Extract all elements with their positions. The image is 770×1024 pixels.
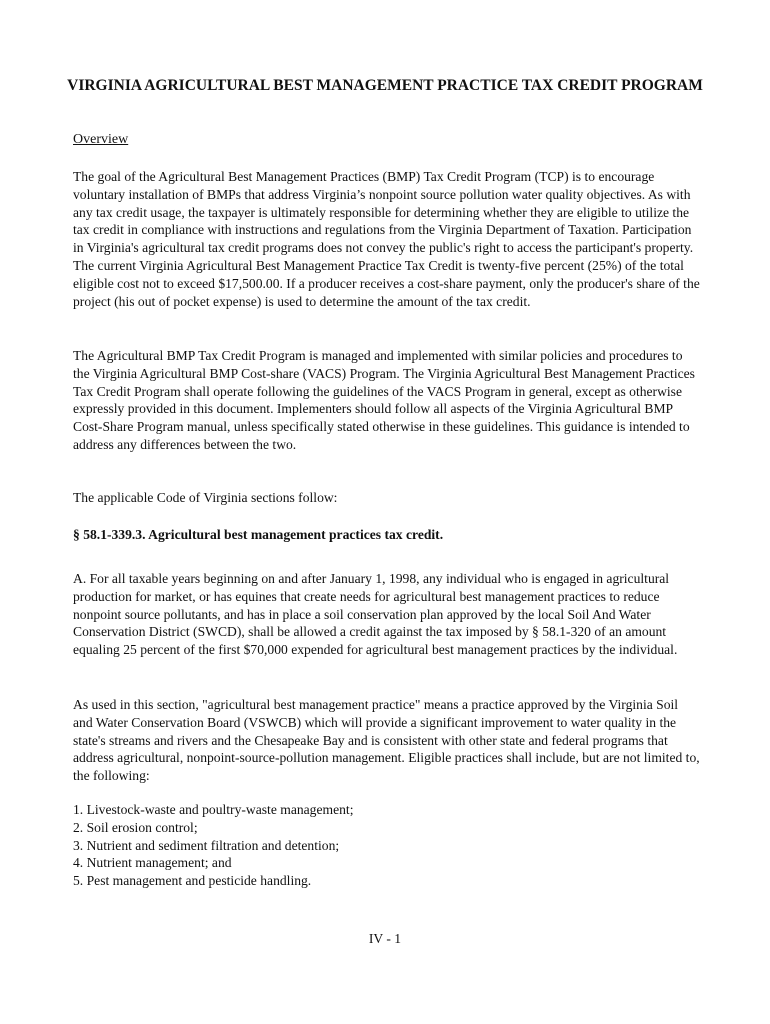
list-item: 5. Pest management and pesticide handling. (73, 873, 312, 889)
overview-paragraph-3: The applicable Code of Virginia sections follow: (73, 490, 338, 505)
page-number: IV - 1 (368, 931, 402, 946)
overview-paragraph-2: The Agricultural BMP Tax Credit Program is managed and implemented with similar policies and procedures to the Virginia Agricultural BMP Cost-share (VACS) Program. The Virginia Agricultural Best Management Practices Tax Credit Program shall operate following the guidelines of the VACS Program in general, except as otherwise expressly provided in this document. Implementers should follow all aspects of the Virginia Agricultural BMP Cost-Share Program manual, unless specifically stated otherwise in these guidelines. This guidance is intended to address any differences between the two. (73, 348, 695, 452)
overview-paragraph-1: The goal of the Agricultural Best Management Practices (BMP) Tax Credit Program (TCP) is to encourage voluntary installation of BMPs that address Virginia’s nonpoint source pollution water quality objectives. As with any tax credit usage, the taxpayer is ultimately responsible for determining whether they are eligible to utilize the tax credit in compliance with instructions and regulations from the Virginia Department of Taxation. Participation in Virginia's agricultural tax credit programs does not convey the public's right to access the participant's property. The current Virginia Agricultural Best Management Practice Tax Credit is twenty-five percent (25%) of the total eligible cost not to exceed $17,500.00. If a producer receives a cost-share payment, only the producer's share of the project (his out of pocket expense) is used to determine the amount of the tax credit. (73, 169, 700, 309)
section-title: § 58.1-339.3. Agricultural best management practices tax credit. (73, 527, 444, 542)
list-item: 2. Soil erosion control; (73, 819, 198, 835)
eligible-practices-list (73, 801, 353, 890)
overview-heading: Overview (73, 132, 129, 147)
document-title: VIRGINIA AGRICULTURAL BEST MANAGEMENT PRACTICE TAX CREDIT PROGRAM (67, 77, 703, 94)
list-item: 4. Nutrient management; and (73, 855, 232, 871)
list-item: 3. Nutrient and sediment filtration and detention; (73, 837, 340, 853)
list-item: 1. Livestock-waste and poultry-waste management; (73, 802, 354, 817)
section-paragraph-a: A. For all taxable years beginning on and after January 1, 1998, any individual who is engaged in agricultural production for market, or has equines that create needs for agricultural best management practices to reduce nonpoint source pollutants, and has in place a soil conservation plan approved by the local Soil And Water Conservation District (SWCD), shall be allowed a credit against the tax imposed by § 58.1-320 of an amount equaling 25 percent of the first $70,000 expended for agricultural best management practices by the individual. (73, 571, 678, 658)
section-paragraph-definition: As used in this section, "agricultural best management practice" means a practice approved by the Virginia Soil and Water Conservation Board (VSWCB) which will provide a significant improvement to water quality in the state's streams and rivers and the Chesapeake Bay and is consistent with other state and federal programs that address agricultural, nonpoint-source-pollution management. Eligible practices shall include, but are not limited to, the following: (73, 697, 700, 784)
